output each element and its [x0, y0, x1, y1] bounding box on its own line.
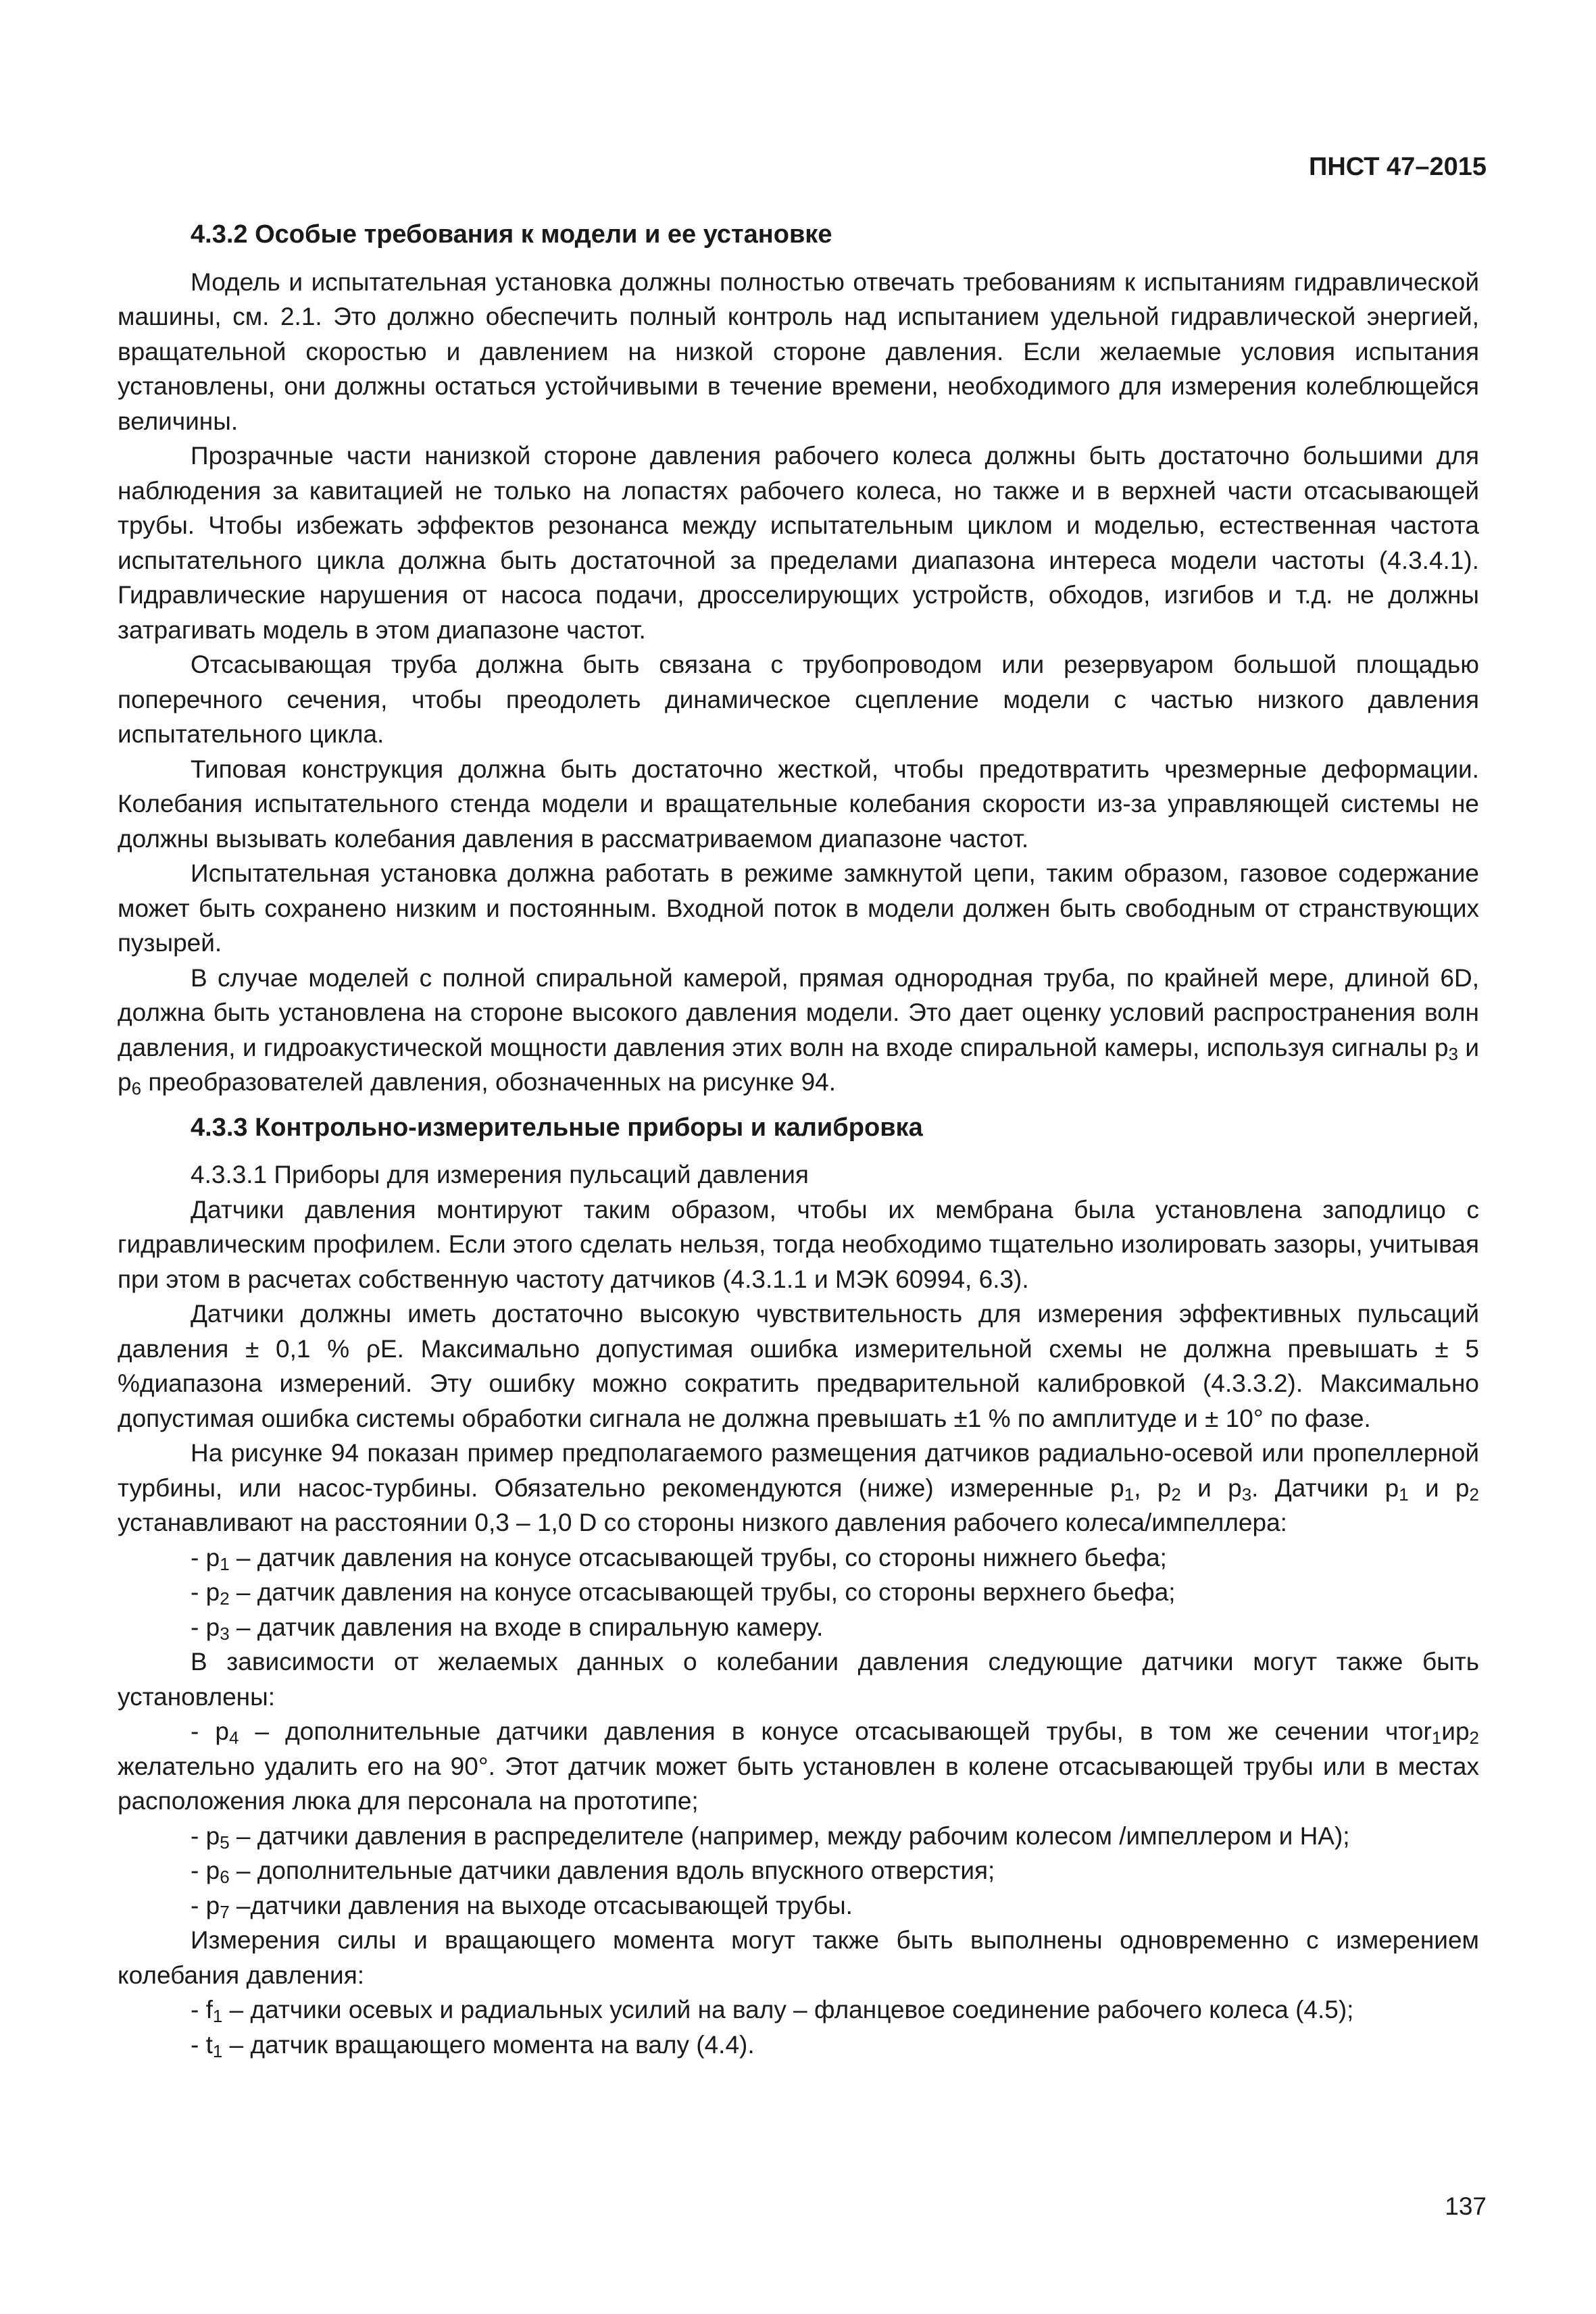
- list-item: - $p_2$ – датчик давления на конусе отсасывающей трубы, со стороны верхнего бьефа;: [191, 1578, 1176, 1609]
- list-item: - $t_1$ – датчик вращающего момента на валу (4.4).: [191, 2030, 755, 2061]
- list-item: - $p_4$ – дополнительные датчики давления в конусе отсасывающей трубы, в том же сечении $чтоr_1иp_2$ желательно удалить его на 90°. Этот датчик может быть установлен в колене отсасывающей трубы или в местах расположения люка для персонала на прототипе;: [118, 1717, 1479, 1815]
- list-item: - $p_3$ – датчик давления на входе в спиральную камеру.: [191, 1613, 824, 1644]
- section-heading-4-3-3: 4.3.3 Контрольно-измерительные приборы и калибровка: [191, 1113, 923, 1142]
- paragraph: Модель и испытательная установка должны полностью отвечать требованиям к испытаниям гидравлической машины, см. 2.1. Это должно обеспечить полный контроль над испытанием удельной гидравлической энергией, вращательной скоростью и давлением на низкой стороне давления. Если желаемые условия испытания установлены, они должны остаться устойчивыми в течение времени, необходимого для измерения колеблющейся величины.: [118, 268, 1479, 435]
- paragraph: В случае моделей с полной спиральной камерой, прямая однородная труба, по крайней мере, длиной 6D, должна быть установлена на стороне высокого давления модели. Это дает оценку условий распространения волн давления, и гидроакустической мощности давления этих волн на входе спиральной камеры, используя сигналы $p_3$ и $p_6$ преобразователей давления, обозначенных на рисунке 94.: [118, 963, 1479, 1099]
- paragraph: Датчики должны иметь достаточно высокую чувствительность для измерения эффективных пульсаций давления ± 0,1 % ρE. Максимально допустимая ошибка измерительной схемы не должна превышать ± 5 %диапазона измерений. Эту ошибку можно сократить предварительной калибровкой (4.3.3.2). Максимально допустимая ошибка системы обработки сигнала не должна превышать ±1 % по амплитуде и ± 10° по фазе.: [118, 1300, 1479, 1432]
- paragraph: Измерения силы и вращающего момента могут также быть выполнены одновременно с измерением колебания давления:: [118, 1926, 1479, 1989]
- page-number: 137: [1445, 2192, 1487, 2220]
- paragraph: Отсасывающая труба должна быть связана с трубопроводом или резервуаром большой площадью поперечного сечения, чтобы преодолеть динамическое сцепление модели с частью низкого давления испытательного цикла.: [118, 651, 1479, 748]
- section-heading-4-3-2: 4.3.2 Особые требования к модели и ее установке: [191, 220, 832, 249]
- list-item: - $f_1$ – датчики осевых и радиальных усилий на валу – фланцевое соединение рабочего колеса (4.5);: [191, 1996, 1354, 2026]
- paragraph: Типовая конструкция должна быть достаточно жесткой, чтобы предотвратить чрезмерные деформации. Колебания испытательного стенда модели и вращательные колебания скорости из-за управляющей системы не должны вызывать колебания давления в рассматриваемом диапазоне частот.: [118, 755, 1479, 853]
- list-item: - $p_7$ –датчики давления на выходе отсасывающей трубы.: [191, 1891, 853, 1922]
- page-content: [118, 218, 1479, 2062]
- paragraph: В зависимости от желаемых данных о колебании давления следующие датчики могут также быть установлены:: [118, 1648, 1479, 1711]
- paragraph: Датчики давления монтируют таким образом, чтобы их мембрана была установлена заподлицо с гидравлическим профилем. Если этого сделать нельзя, тогда необходимо тщательно изолировать зазоры, учитывая при этом в расчетах собственную частоту датчиков (4.3.1.1 и МЭК 60994, 6.3).: [118, 1195, 1479, 1293]
- subsection-title: 4.3.3.1 Приборы для измерения пульсаций давления: [191, 1161, 809, 1188]
- list-item: - $p_5$ – датчики давления в распределителе (например, между рабочим колесом /импеллером и НА);: [191, 1821, 1350, 1853]
- list-item: - $p_6$ – дополнительные датчики давления вдоль впускного отверстия;: [191, 1857, 995, 1887]
- paragraph: Прозрачные части нанизкой стороне давления рабочего колеса должны быть достаточно большими для наблюдения за кавитацией не только на лопастях рабочего колеса, но также и в верхней части отсасывающей трубы. Чтобы избежать эффектов резонанса между испытательным циклом и моделью, естественная частота испытательного цикла должна быть достаточной за пределами диапазона интереса модели частоты (4.3.4.1). Гидравлические нарушения от насоса подачи, дросселирующих устройств, обходов, изгибов и т.д. не должны затрагивать модель в этом диапазоне частот.: [118, 442, 1479, 644]
- list-item: - $p_1$ – датчик давления на конусе отсасывающей трубы, со стороны нижнего бьефа;: [191, 1543, 1167, 1574]
- paragraph: Испытательная установка должна работать в режиме замкнутой цепи, таким образом, газовое содержание может быть сохранено низким и постоянным. Входной поток в модели должен быть свободным от странствующих пузырей.: [118, 859, 1479, 957]
- paragraph: На рисунке 94 показан пример предполагаемого размещения датчиков радиально-осевой или пропеллерной турбины, или насос-турбины. Обязательно рекомендуются (ниже) измеренные $p_1$, $p_2$ и $p_3$. Датчики $p_1$ и $p_2$ устанавливают на расстоянии 0,3 – 1,0 D со стороны низкого давления рабочего колеса/импеллера:: [118, 1439, 1479, 1536]
- document-code: ПНСТ 47–2015: [1309, 153, 1487, 181]
